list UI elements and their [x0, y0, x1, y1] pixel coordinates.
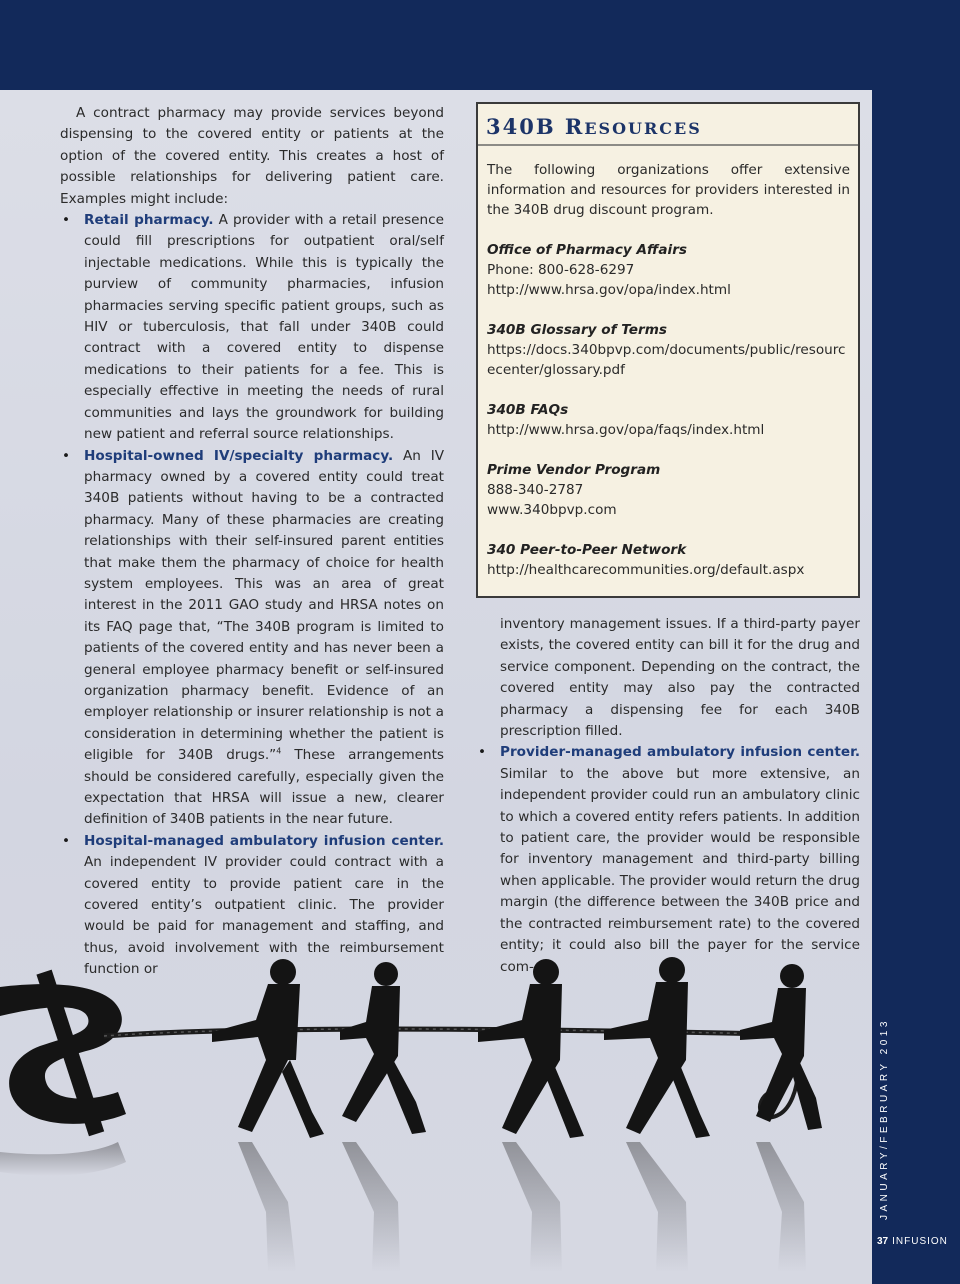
resource-item [487, 320, 850, 380]
footnote-marker: 4 [276, 746, 282, 756]
bullet-heading: Hospital-managed ambulatory infusion center. [84, 832, 444, 849]
resource-link[interactable]: http://healthcarecommunities.org/default.aspx [487, 562, 805, 578]
left-column [60, 103, 444, 981]
resource-name: Prime Vendor Program [487, 462, 661, 478]
resources-intro: The following organizations offer extensive information and resources for providers interested in the 340B drug discount program. [487, 162, 850, 218]
resource-name: 340B FAQs [487, 402, 569, 418]
tug-of-war-illustration [0, 942, 872, 1284]
resource-item [487, 400, 850, 440]
resources-box [476, 102, 860, 598]
resource-item [487, 460, 850, 520]
bullet-heading: Provider-managed ambulatory infusion center. [500, 744, 860, 761]
dollar-sign-icon [0, 970, 126, 1137]
bullet-text: A provider with a retail presence could fill prescriptions for outpatient oral/self injectable medications. While this is typically the purview of community pharmacies, infusion pharmacies serving specific patient groups, such as HIV or tuberculosis, that fall under 340B could contract with a covered entity to dispense medications to their patients for a fee. This is especially effective in meeting the needs of rural communities and lays the groundwork for building new patient and referral source relationships. [84, 212, 444, 443]
people-silhouettes [212, 957, 822, 1138]
resource-name: 340 Peer-to-Peer Network [487, 542, 687, 558]
list-item [60, 446, 444, 831]
resource-link[interactable]: http://www.hrsa.gov/opa/faqs/index.html [487, 422, 765, 438]
list-item [60, 210, 444, 445]
resource-link[interactable]: https://docs.340bpvp.com/documents/public/resourcecenter/glossary.pdf [487, 342, 846, 378]
resources-title: 340B RESOURCES [486, 114, 702, 139]
bullet-text: An IV pharmacy owned by a covered entity could treat 340B patients without having to be a contracted pharmacy. Many of these pharmacies are creating relationships with their self-insured parent entities that make them the pharmacy of choice for health system employees. This was an area of great interest in the 2011 GAO study and HRSA notes on its FAQ page that, “The 340B program is limited to patients of the covered entity and has never been a general employee pharmacy benefit or self-insured organization pharmacy benefit. Evidence of an employer relationship or insurer relationship is not a consideration in determining whether the patient is eligible for 340B drugs.” [84, 447, 444, 764]
resource-item [487, 240, 850, 300]
title-divider [478, 144, 858, 146]
bullet-text: These arrangements should be considered carefully, especially given the expectation that HRSA will issue a new, clearer definition of 340B patients in the near future. [84, 747, 444, 828]
right-column [476, 614, 860, 978]
bullet-text: Similar to the above but more extensive, an independent provider could run an ambulatory clinic to which a covered entity refers patients. In addition to patient care, the provider would be responsible for inventory management and third-party billing when applicable. The provider would return the drug margin (the difference between the 340B price and the contracted reimbursement rate) to the covered entity; it could also bill the payer for the service com- [500, 765, 860, 975]
resource-phone: Phone: 800-628-6297 [487, 262, 635, 278]
resource-name: Office of Pharmacy Affairs [487, 242, 687, 258]
resource-item [487, 540, 850, 580]
resource-link[interactable]: http://www.hrsa.gov/opa/index.html [487, 282, 731, 298]
resources-body [486, 160, 850, 580]
intro-paragraph: A contract pharmacy may provide services beyond dispensing to the covered entity or patients at the option of the covered entity. This creates a host of possible relationships for delivering patient care. Examples might include: [60, 105, 444, 207]
page-number: 37 [877, 1236, 889, 1247]
resource-link[interactable]: www.340bpvp.com [487, 502, 617, 518]
bullet-text: An independent IV provider could contract with a covered entity to provide patient care in the covered entity’s outpatient clinic. The provider would be paid for management and staffing, and thus, avoid involvement with the reimbursement function or [84, 854, 444, 978]
bullet-heading: Hospital-owned IV/specialty pharmacy. [84, 447, 394, 464]
resource-phone: 888-340-2787 [487, 482, 584, 498]
resource-name: 340B Glossary of Terms [487, 322, 667, 338]
top-band [0, 0, 960, 90]
issue-date-vertical: JANUARY/FEBRUARY 2013 [879, 1018, 890, 1220]
magazine-name: INFUSION [892, 1236, 948, 1247]
continuation-paragraph: inventory management issues. If a third-party payer exists, the covered entity can bill it for the drug and service component. Depending on the contract, the covered entity may also pay the contracted pharmacy a dispensing fee for each 340B prescription filled. [500, 616, 860, 740]
bullet-heading: Retail pharmacy. [84, 212, 214, 229]
folio [877, 1236, 948, 1247]
bullet-list [60, 210, 444, 981]
